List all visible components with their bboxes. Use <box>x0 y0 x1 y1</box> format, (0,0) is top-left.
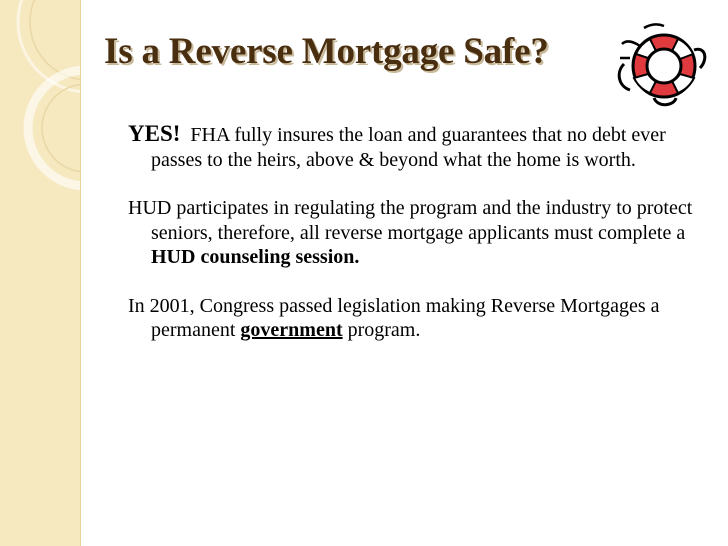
government-emphasis: government <box>240 319 343 341</box>
decorative-arcs <box>0 0 80 546</box>
legislation-text: In 2001, Congress passed legislation making Reverse Mortgages a permanent <box>128 294 660 341</box>
slide-body <box>128 122 700 343</box>
hud-counseling-emphasis: HUD counseling session. <box>151 246 360 268</box>
paragraph-hud <box>128 196 700 270</box>
life-preserver-icon <box>614 20 710 108</box>
paragraph-legislation <box>128 294 700 343</box>
decorative-side-band <box>0 0 81 546</box>
fha-text: FHA fully insures the loan and guarantees that no debt ever passes to the heirs, above & beyond what the home is worth. <box>151 124 671 171</box>
legislation-tail: program. <box>342 319 421 341</box>
slide-title: Is a Reverse Mortgage Safe? <box>104 31 549 72</box>
paragraph-fha <box>128 122 700 172</box>
yes-lead: YES! <box>128 121 181 146</box>
hud-text: HUD participates in regulating the program and the industry to protect seniors, therefore, all reverse mortgage applicants must complete a <box>128 197 693 244</box>
